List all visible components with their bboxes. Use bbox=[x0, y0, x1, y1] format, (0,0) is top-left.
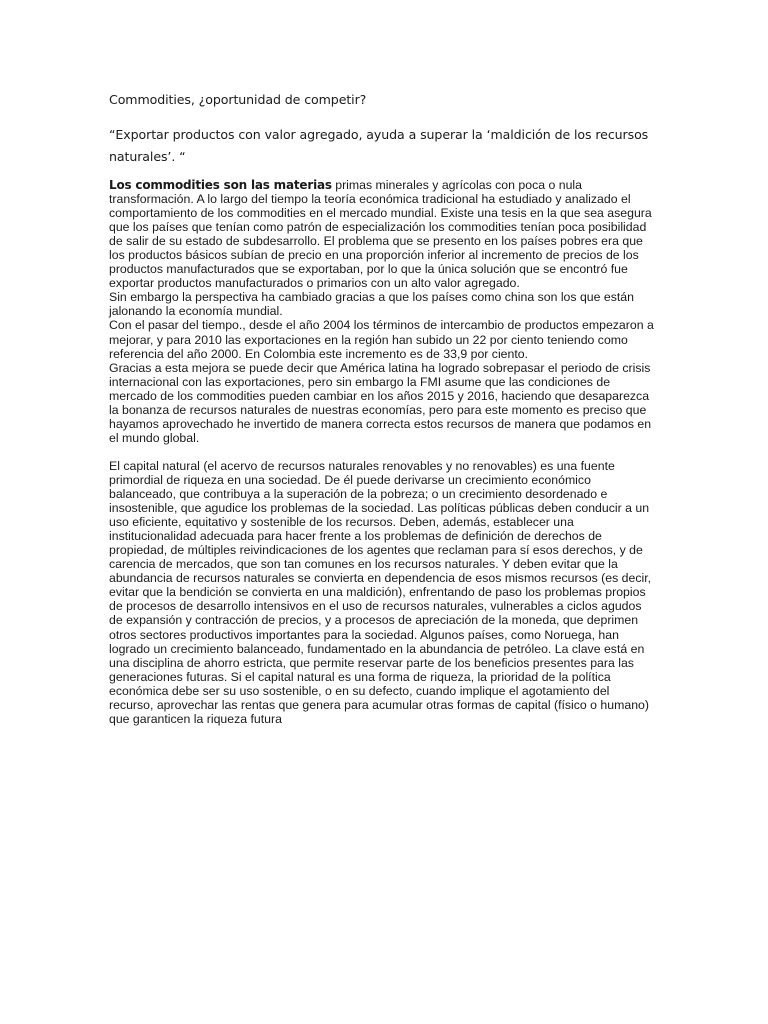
body-paragraph-4: Gracias a esta mejora se puede decir que América latina ha logrado sobrepasar el periodo de crisis internacional con las exportaciones, pero sin embargo la FMI asume que las condiciones de mercado de los commodities pueden cambiar en los años 2015 y 2016, haciendo que desaparezca la bonanza de recursos naturales de nuestras economías, pero para este momento es preciso que hayamos aprovechado he invertido de manera correcta estos recursos de manera que podamos en el mundo global. bbox=[109, 360, 652, 445]
document-quote: “Exportar productos con valor agregado, ayuda a superar la ‘maldición de los recursos naturales’. “ bbox=[109, 127, 649, 164]
body-paragraph-3: Con el pasar del tiempo., desde el año 2004 los términos de intercambio de productos empezaron a mejorar, y para 2010 las exportaciones en la región han subido un 22 por ciento teniendo como referencia del año 2000. En Colombia este incremento es de 33,9 por ciento. bbox=[109, 318, 654, 361]
intro-lead-text: Los commodities son las materias bbox=[109, 178, 332, 192]
body-paragraph-2: Sin embargo la perspectiva ha cambiado gracias a que los países como china son los que están jalonando la economía mundial. bbox=[109, 290, 634, 319]
intro-rest-text: primas minerales y agrícolas con poca o nula transformación. A lo largo del tiempo la teoría económica tradicional ha estudiado y analizado el comportamiento de los commodities en el mercado mundial. Existe una tesis en la que sea asegura que los países que tenían como patrón de especialización los commodities tenían poca posibilidad de salir de su estado de subdesarrollo. El problema que se presento en los países pobres era que los productos básicos subían de precio en una proporción inferior al incremento de precios de los productos manufacturados que se exportaban, por lo que la única solución que se encontró fue exportar productos manufacturados o primarios con un alto valor agregado. bbox=[109, 178, 652, 291]
body-paragraph-5: El capital natural (el acervo de recursos naturales renovables y no renovables) es una fuente primordial de riqueza en una sociedad. De él puede derivarse un crecimiento económico balanceado, que contribuya a la superación de la pobreza; o un crecimiento desordenado e insostenible, que agudice los problemas de la sociedad. Las políticas públicas deben conducir a un uso eficiente, equitativo y sostenible de los recursos. Deben, además, establecer una institucionalidad adecuada para hacer frente a los problemas de definición de derechos de propiedad, de múltiples reivindicaciones de los agentes que reclaman para sí esos derechos, y de carencia de mercados, que son tan comunes en los recursos naturales. Y deben evitar que la abundancia de recursos naturales se convierta en dependencia de esos mismos recursos (es decir, evitar que la bendición se convierta en una maldición), enfrentando de paso los problemas propios de procesos de desarrollo intensivos en el uso de recursos naturales, vulnerables a ciclos agudos de expansión y contracción de precios, y a procesos de apreciación de la moneda, que deprimen otros sectores productivos importantes para la sociedad. Algunos países, como Noruega, han logrado un crecimiento balanceado, fundamentado en la abundancia de petróleo. La clave está en una disciplina de ahorro estricta, que permite reservar parte de los beneficios presentes para las generaciones futuras. Si el capital natural es una forma de riqueza, la prioridad de la política económica debe ser su uso sostenible, o en su defecto, cuando implique el agotamiento del recurso, aprovechar las rentas que genera para acumular otras formas de capital (físico o humano) que garanticen la riqueza futura bbox=[109, 458, 652, 726]
document-title: Commodities, ¿oportunidad de competir? bbox=[109, 92, 367, 107]
paragraph-spacer bbox=[109, 445, 654, 459]
body-paragraph-intro bbox=[109, 178, 654, 290]
document-body bbox=[109, 178, 654, 726]
